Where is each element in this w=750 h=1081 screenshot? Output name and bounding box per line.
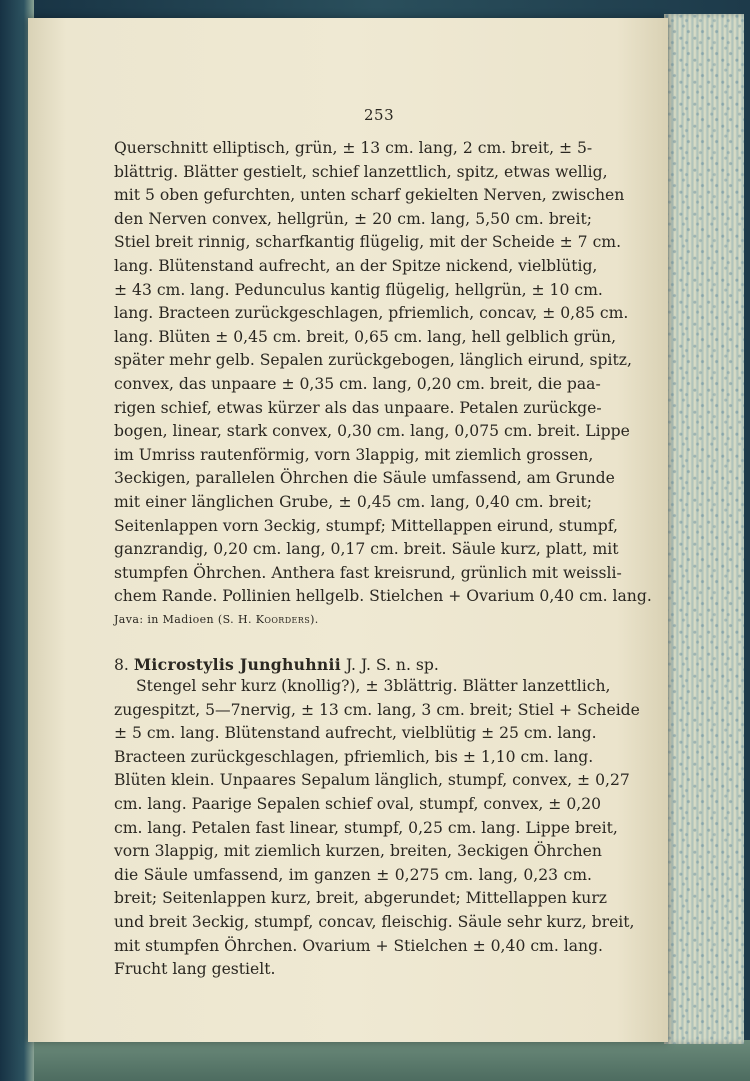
text-line: rigen schief, etwas kürzer als das unpaare. Petalen zurückge- <box>114 398 602 417</box>
text-line: breit; Seitenlappen kurz, breit, abgerundet; Mittellappen kurz <box>114 889 608 908</box>
text-line: lang. Blüten ± 0,45 cm. breit, 0,65 cm. lang, hell gelblich grün, <box>114 327 617 346</box>
text-line: Frucht lang gestielt. <box>114 960 276 979</box>
text-line: zugespitzt, 5—7nervig, ± 13 cm. lang, 3 cm. breit; Stiel + Scheide <box>114 700 640 719</box>
species-name: Microstylis Junghuhnii <box>133 655 342 674</box>
species-number: 8. <box>114 656 129 674</box>
text-line: Stengel sehr kurz (knollig?), ± 3blättrig. Blätter lanzettlich, <box>136 677 611 695</box>
text-line: ± 5 cm. lang. Blütenstand aufrecht, vielblütig ± 25 cm. lang. <box>114 724 597 743</box>
text-line: Blüten klein. Unpaares Sepalum länglich, stumpf, convex, ± 0,27 <box>114 771 630 790</box>
text-line: die Säule umfassend, im ganzen ± 0,275 cm. lang, 0,23 cm. <box>114 865 592 884</box>
text-line: cm. lang. Petalen fast linear, stumpf, 0,25 cm. lang. Lippe breit, <box>114 818 618 837</box>
species-author: J. J. S. n. sp. <box>345 656 439 674</box>
book-board-bottom <box>0 1040 750 1081</box>
text-line: bogen, linear, stark convex, 0,30 cm. lang, 0,075 cm. breit. Lippe <box>114 422 630 441</box>
text-line: cm. lang. Paarige Sepalen schief oval, stumpf, convex, ± 0,20 <box>114 795 602 813</box>
text-line: im Umriss rautenförmig, vorn 3lappig, mit ziemlich grossen, <box>114 445 594 464</box>
collector-note <box>114 613 319 626</box>
species-heading <box>114 655 439 674</box>
text-line: ± 43 cm. lang. Pedunculus kantig flügelig, hellgrün, ± 10 cm. <box>114 280 603 299</box>
page-edge-speckle <box>664 14 744 1044</box>
collector-suffix: ). <box>310 613 319 626</box>
text-line: convex, das unpaare ± 0,35 cm. lang, 0,20 cm. breit, die paa- <box>114 375 601 393</box>
text-line: ganzrandig, 0,20 cm. lang, 0,17 cm. breit. Säule kurz, platt, mit <box>114 540 619 559</box>
text-line: mit einer länglichen Grube, ± 0,45 cm. lang, 0,40 cm. breit; <box>114 493 592 511</box>
text-line: Bracteen zurückgeschlagen, pfriemlich, bis ± 1,10 cm. lang. <box>114 747 594 766</box>
text-line: und breit 3eckig, stumpf, concav, fleischig. Säule sehr kurz, breit, <box>114 913 635 931</box>
page-number: 253 <box>364 106 395 124</box>
collector-prefix: Java: in Madioen (S. H. <box>114 613 256 626</box>
text-line: Seitenlappen vorn 3eckig, stumpf; Mittellappen eirund, stumpf, <box>114 516 618 535</box>
text-line: vorn 3lappig, mit ziemlich kurzen, breiten, 3eckigen Öhrchen <box>114 842 602 861</box>
text-line: 3eckigen, parallelen Öhrchen die Säule umfassend, am Grunde <box>114 469 615 488</box>
text-line: Querschnitt elliptisch, grün, ± 13 cm. lang, 2 cm. breit, ± 5- <box>114 139 593 157</box>
text-line: mit 5 oben gefurchten, unten scharf gekielten Nerven, zwischen <box>114 186 625 205</box>
book-page <box>28 18 668 1042</box>
text-line: stumpfen Öhrchen. Anthera fast kreisrund, grünlich mit weissli- <box>114 563 622 582</box>
text-line: chem Rande. Pollinien hellgelb. Stielchen + Ovarium 0,40 cm. lang. <box>114 587 652 606</box>
text-line: den Nerven convex, hellgrün, ± 20 cm. lang, 5,50 cm. breit; <box>114 209 592 228</box>
collector-name: Koorders <box>255 613 311 626</box>
text-line: später mehr gelb. Sepalen zurückgebogen, länglich eirund, spitz, <box>114 351 632 370</box>
text-line: blättrig. Blätter gestielt, schief lanzettlich, spitz, etwas wellig, <box>114 162 608 181</box>
text-line: lang. Bracteen zurückgeschlagen, pfriemlich, concav, ± 0,85 cm. <box>114 304 629 323</box>
text-line: lang. Blütenstand aufrecht, an der Spitze nickend, vielblütig, <box>114 257 598 275</box>
text-line: mit stumpfen Öhrchen. Ovarium + Stielchen ± 0,40 cm. lang. <box>114 936 604 955</box>
text-line: Stiel breit rinnig, scharfkantig flügelig, mit der Scheide ± 7 cm. <box>114 233 622 252</box>
